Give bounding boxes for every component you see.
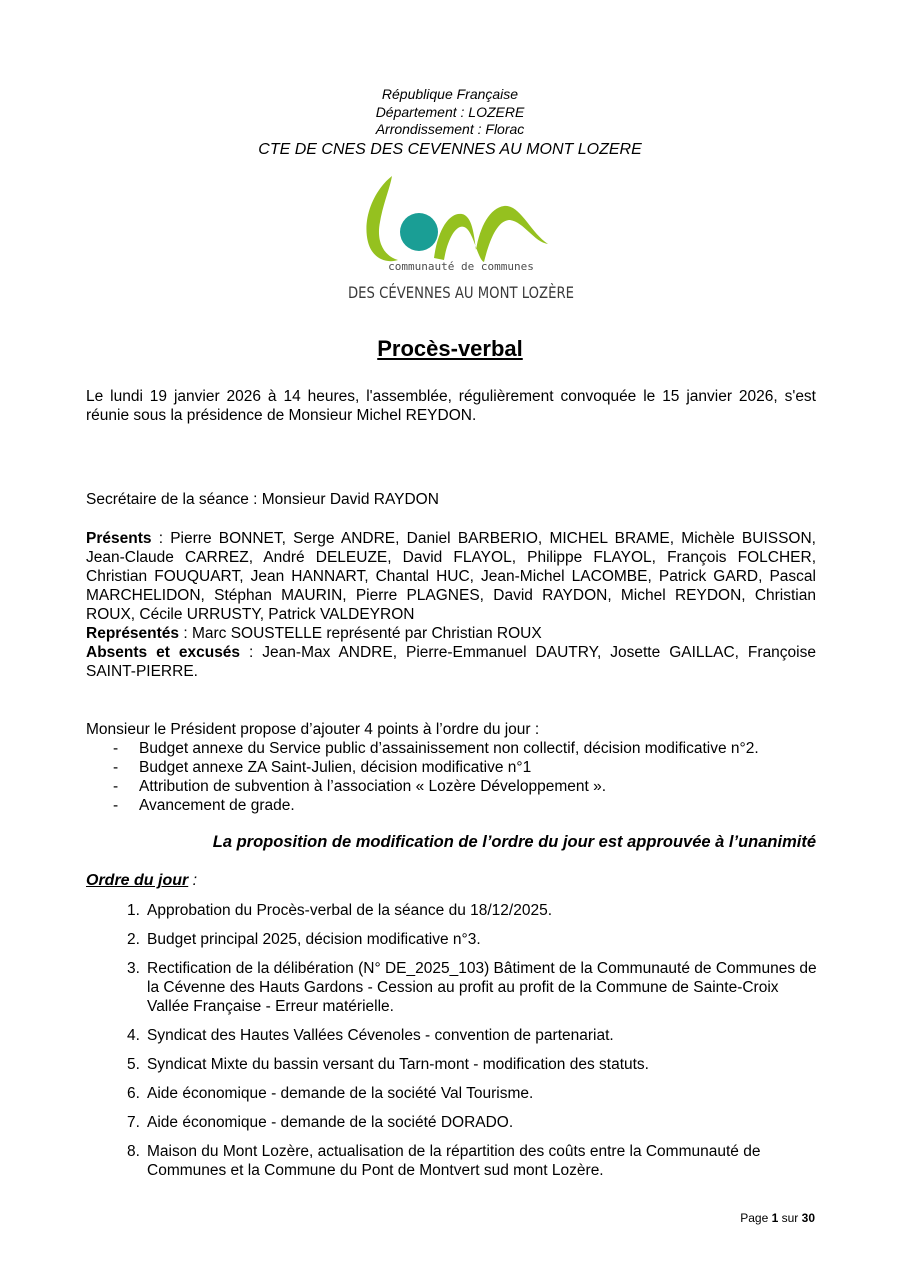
list-item <box>127 1142 817 1180</box>
list-item <box>127 930 817 949</box>
agenda-item-text: Maison du Mont Lozère, actualisation de la répartition des coûts entre la Communauté de Communes et la Commune du Pont de Montvert sud mont Lozère. <box>147 1143 761 1179</box>
bullet-dash: - <box>113 797 119 814</box>
logo-teal-circle <box>400 213 438 251</box>
proposal-item-text: Attribution de subvention à l’association « Lozère Développement ». <box>139 778 607 795</box>
header-department: Département : LOZERE <box>375 103 525 120</box>
list-item <box>86 796 816 815</box>
list-item <box>127 1055 817 1074</box>
agenda-item-number: 4. <box>127 1027 140 1044</box>
absent-list: : Jean-Max ANDRE, Pierre-Emmanuel DAUTRY, Josette GAILLAC, Françoise SAINT-PIERRE. <box>86 644 816 680</box>
represented-members <box>86 624 816 643</box>
agenda-item-number: 7. <box>127 1114 140 1131</box>
approval-statement: La proposition de modification de l’ordre du jour est approuvée à l’unanimité <box>212 833 816 851</box>
represented-list: : Marc SOUSTELLE représenté par Christian ROUX <box>179 625 542 642</box>
page-current: 1 <box>771 1211 779 1225</box>
community-logo <box>334 172 588 308</box>
agenda-item-text: Syndicat Mixte du bassin versant du Tarn-mont - modification des statuts. <box>147 1056 649 1073</box>
page-sep: sur <box>781 1211 799 1225</box>
agenda-item-number: 2. <box>127 931 140 948</box>
header-country: République Française <box>381 86 519 102</box>
list-item <box>127 959 817 1016</box>
bullet-dash: - <box>113 778 119 795</box>
proposal-intro: Monsieur le Président propose d’ajouter 4 points à l’ordre du jour : <box>86 721 540 738</box>
bullet-dash: - <box>113 759 119 776</box>
meeting-secretary: Secrétaire de la séance : Monsieur David RAYDON <box>86 491 439 508</box>
present-list: : Pierre BONNET, Serge ANDRE, Daniel BARBERIO, MICHEL BRAME, Michèle BUISSON, Jean-Claude CARREZ, André DELEUZE, David FLAYOL, Philippe FLAYOL, François FOLCHER, Christian FOUQUART, Jean HANNART, Chantal HUC, Jean-Michel LACOMBE, Patrick GARD, Pascal MARCHELIDON, Stéphan MAURIN, Pierre PLAGNES, David RAYDON, Michel REYDON, Christian ROUX, Cécile URRUSTY, Patrick VALDEYRON <box>86 530 816 623</box>
agenda-item-number: 8. <box>127 1143 140 1160</box>
document-header <box>0 86 900 160</box>
absent-members <box>86 643 816 681</box>
bullet-dash: - <box>113 740 119 757</box>
header-arrondissement: Arrondissement : Florac <box>375 121 525 137</box>
present-members <box>86 529 816 624</box>
proposal-item-text: Budget annexe du Service public d’assainissement non collectif, décision modificative n°2. <box>139 740 759 757</box>
header-organization: CTE DE CNES DES CEVENNES AU MONT LOZERE <box>258 140 642 158</box>
list-item <box>86 758 816 777</box>
page-word: Page <box>740 1211 769 1225</box>
attendance-block <box>86 529 816 681</box>
represented-label: Représentés <box>86 625 180 642</box>
agenda-item-text: Aide économique - demande de la société Val Tourisme. <box>147 1085 534 1102</box>
agenda-item-text: Syndicat des Hautes Vallées Cévenoles - convention de partenariat. <box>147 1027 614 1044</box>
agenda-item-number: 3. <box>127 960 140 977</box>
page-number <box>740 1211 815 1225</box>
agenda-label: Ordre du jour <box>86 872 189 889</box>
meeting-intro: Le lundi 19 janvier 2026 à 14 heures, l'assemblée, régulièrement convoquée le 15 janvier 2026, s'est réunie sous la présidence de Monsieur Michel REYDON. <box>86 388 816 424</box>
agenda-item-number: 6. <box>127 1085 140 1102</box>
page-total: 30 <box>801 1211 815 1225</box>
agenda-item-text: Budget principal 2025, décision modificative n°3. <box>147 931 481 948</box>
list-item <box>127 1113 817 1132</box>
absent-label: Absents et excusés <box>86 644 241 661</box>
agenda-colon: : <box>188 872 198 889</box>
list-item <box>127 1084 817 1103</box>
logo-green-arches <box>434 206 548 262</box>
list-item <box>86 777 816 796</box>
logo-name: DES CÉVENNES AU MONT LOZÈRE <box>348 283 574 302</box>
logo-green-stroke-left <box>366 176 398 261</box>
present-label: Présents <box>86 530 152 547</box>
agenda-item-text: Aide économique - demande de la société DORADO. <box>147 1114 514 1131</box>
agenda-item-text: Approbation du Procès-verbal de la séance du 18/12/2025. <box>147 902 553 919</box>
list-item <box>86 739 816 758</box>
agenda-heading <box>86 872 197 890</box>
proposal-items <box>86 739 816 815</box>
agenda-item-number: 1. <box>127 902 140 919</box>
page-title: Procès-verbal <box>377 336 523 361</box>
agenda-list <box>127 901 817 1190</box>
agenda-addition-proposal <box>86 720 816 815</box>
agenda-item-number: 5. <box>127 1056 140 1073</box>
agenda-item-text: Rectification de la délibération (N° DE_2025_103) Bâtiment de la Communauté de Communes de la Cévenne des Hauts Gardons - Cession au profit au profit de la Commune de Sainte-Croix Vallée Française - Erreur matérielle. <box>147 960 817 1015</box>
list-item <box>127 1026 817 1045</box>
list-item <box>127 901 817 920</box>
proposal-item-text: Avancement de grade. <box>139 797 295 814</box>
logo-subtitle: communauté de communes <box>388 260 534 273</box>
proposal-item-text: Budget annexe ZA Saint-Julien, décision modificative n°1 <box>139 759 532 776</box>
